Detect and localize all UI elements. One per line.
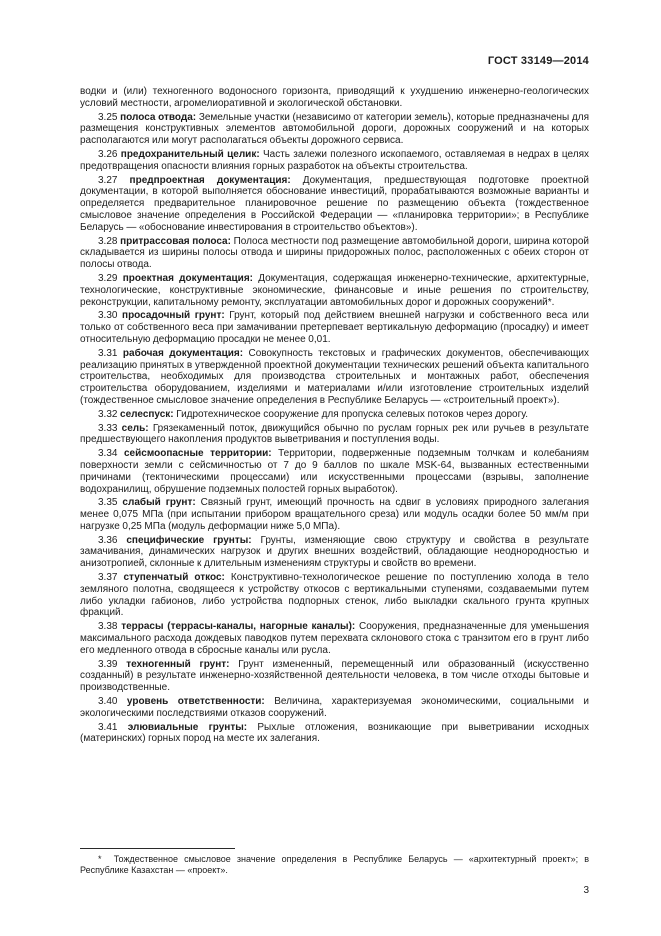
document-body (80, 86, 589, 745)
definition-term: селеспуск: (120, 408, 174, 420)
definition-text: Гидротехническое сооружение для пропуска селевых потоков через дорогу. (173, 408, 529, 420)
definition-number: 3.27 (98, 174, 130, 186)
definition-term: специфические грунты: (126, 534, 252, 546)
definition-term: предпроектная документация: (129, 174, 291, 186)
definition-text: Совокупность текстовых и графических документов, обеспечивающих реализацию принятых в утвержденной проектной документации технических решений объекта капитального строительства, необходимых для производства строительных и монтажных работ, обеспечения строительства оборудованием, изделиями и материалами и/или изготовление строительных изделий (тождественное смысловое значение определения в Республике Беларусь — «строительный проект»). (80, 347, 590, 406)
definition-text: Связный грунт, имеющий прочность на сдвиг в условиях природного залегания менее 0,075 МПа (при испытании прибором вращательного среза) или модуль осадки более 50 мм/м при нагрузке 0,25 МПа (модуль деформации ниже 5,0 МПа). (80, 497, 589, 532)
definition-paragraph (80, 175, 589, 234)
definition-number: 3.38 (98, 621, 122, 633)
definition-term: техногенный грунт: (126, 658, 230, 670)
definition-number: 3.36 (98, 534, 127, 546)
definition-text: Величина, характеризуемая экономическими, социальными и экологическими последствиями отказов сооружений. (80, 696, 589, 719)
definition-text: Документация, предшествующая подготовке проектной документации, в которой выполняется обоснование инвестиций, прорабатываются возможные варианты и определяется предварительное планировочное решение по размещению объекта (тождественное смысловое значение определения в Российской Федерации — «планировка территории»; в Республике Беларусь — «обоснование инвестирования в строительство объектов»). (80, 174, 589, 233)
definition-paragraph (80, 659, 589, 694)
definition-paragraph (80, 572, 589, 619)
definition-paragraph (80, 310, 589, 345)
definition-number: 3.31 (98, 347, 123, 359)
definition-number: 3.41 (98, 721, 128, 733)
definition-text: Рыхлые отложения, возникающие при выветривании исходных (материнских) горных пород на месте их залегания. (80, 721, 589, 745)
footnote-text: Тождественное смысловое значение определения в Республике Беларусь — «архитектурный проект»; в Республике Казахстан — «проект». (80, 854, 589, 875)
definition-paragraph (80, 696, 589, 720)
definition-text: Документация, содержащая инженерно-технические, архитектурные, технологические, конструктивные экономические, финансовые и иные решения по строительству, реконструкции, капитальному ремонту, эксплуатации автомобильных дорог и дорожных сооружений*. (80, 272, 590, 308)
continuation-paragraph: водки и (или) техногенного водоносного горизонта, приводящий к ухудшению инженерно-геологических условий местности, агромелиоративной и экологической обстановки. (80, 86, 589, 109)
definition-number: 3.33 (98, 422, 122, 434)
definition-term: предохранительный целик: (120, 148, 260, 160)
definition-term: ступенчатый откос: (123, 572, 225, 584)
definitions-list (80, 112, 589, 746)
definition-number: 3.28 (98, 235, 121, 247)
footnote-divider (80, 848, 235, 849)
definition-text: Грунт измененный, перемещенный или образованный (искусственно созданный) в результате инженерно-хозяйственной деятельности человека, в том числе отходы бытовые и производственные. (80, 658, 589, 694)
standard-number-header: ГОСТ 33149—2014 (487, 55, 589, 67)
definition-paragraph (80, 149, 589, 173)
definition-number: 3.26 (98, 148, 121, 160)
definition-number: 3.40 (98, 696, 127, 708)
definition-text: Часть залежи полезного ископаемого, оставляемая в недрах в целях предотвращения опасности влияния горных разработок на объекты строительства. (80, 148, 589, 172)
definition-number: 3.25 (98, 111, 121, 123)
definition-text: Грунты, изменяющие свою структуру и свойства в результате замачивания, динамических нагрузок и других внешних воздействий, обладающие неоднородностью и анизотропией, склонные к длительным изменениям структуры и свойств во времени. (80, 534, 589, 570)
definition-paragraph (80, 348, 589, 407)
definition-paragraph (80, 722, 589, 746)
definition-paragraph (80, 112, 589, 147)
page-number: 3 (583, 885, 589, 896)
definition-paragraph (80, 273, 589, 308)
definition-text: Полоса местности под размещение автомобильной дороги, ширина которой складывается из ширины полосы отвода и ширины придорожных полос, расположенных с обеих сторон от полосы отвода. (80, 235, 589, 271)
definition-text: Конструктивно-технологическое решение по поступлению холода в тело земляного полотна, сводящееся к устройству откосов с вертикальными ступенями, создаваемыми путем либо укладки габионов, либо устройства подпорных стенок, либо выкладки скального грунта крупных фракций. (80, 572, 589, 619)
footnote (80, 854, 589, 876)
definition-number: 3.35 (98, 497, 123, 509)
definition-term: слабый грунт: (122, 497, 196, 509)
definition-term: сель: (121, 422, 149, 434)
definition-paragraph (80, 621, 589, 656)
definition-number: 3.30 (98, 310, 123, 322)
definition-text: Территории, подверженные подземным толчкам и колебаниям поверхности земли с сейсмичностью от 7 до 9 баллов по шкале MSK-64, вызванных естественными причинами (тектоническими процессами) или искусственными процессами (взрывы, заполнение водохранилищ, обрушение подземных полостей горных выработок). (80, 448, 589, 495)
definition-term: уровень ответственности: (126, 696, 265, 708)
definition-number: 3.37 (98, 572, 124, 584)
definition-paragraph (80, 423, 589, 447)
definition-term: рабочая документация: (122, 347, 244, 359)
definition-term: полоса отвода: (120, 111, 197, 123)
definition-paragraph (80, 535, 589, 570)
definition-term: проектная документация: (122, 272, 253, 284)
definition-term: террасы (террасы-каналы, нагорные каналы): (121, 621, 356, 633)
footnote-marker: * (98, 854, 102, 864)
page-footer (80, 848, 589, 896)
definition-term: притрассовая полоса: (120, 235, 231, 247)
definition-text: Грунт, который под действием внешней нагрузки и собственного веса или только от собственного веса при замачивании претерпевает вертикальную деформацию (просадку) и имеет относительную деформацию просадки не менее 0,01. (80, 310, 590, 345)
definition-number: 3.32 (98, 408, 121, 420)
definition-text: Сооружения, предназначенные для уменьшения максимального расхода дождевых паводков путем перехвата склонового стока с транзитом его в грунт либо его медленного отвода в сбросные каналы или русла. (80, 621, 589, 656)
definition-term: сейсмоопасные территории: (124, 448, 272, 460)
definition-number: 3.29 (98, 272, 123, 284)
definition-text: Земельные участки (независимо от категории земель), которые предназначены для размещения конструктивных элементов автомобильной дороги, дорожных сооружений и на которых располагаются или могут располагаться объекты дорожного сервиса. (80, 111, 590, 147)
definition-paragraph (80, 448, 589, 495)
definition-number: 3.39 (98, 658, 127, 670)
definition-paragraph (80, 497, 589, 532)
definition-paragraph (80, 236, 589, 271)
definition-paragraph (80, 409, 589, 421)
definition-term: просадочный грунт: (122, 310, 225, 322)
definition-number: 3.34 (98, 448, 124, 460)
definition-term: элювиальные грунты: (127, 721, 248, 733)
definition-text: Грязекаменный поток, движущийся обычно по руслам горных рек или ручьев в результате предшествующего накопления продуктов выветривания и поступления воды. (80, 422, 589, 446)
